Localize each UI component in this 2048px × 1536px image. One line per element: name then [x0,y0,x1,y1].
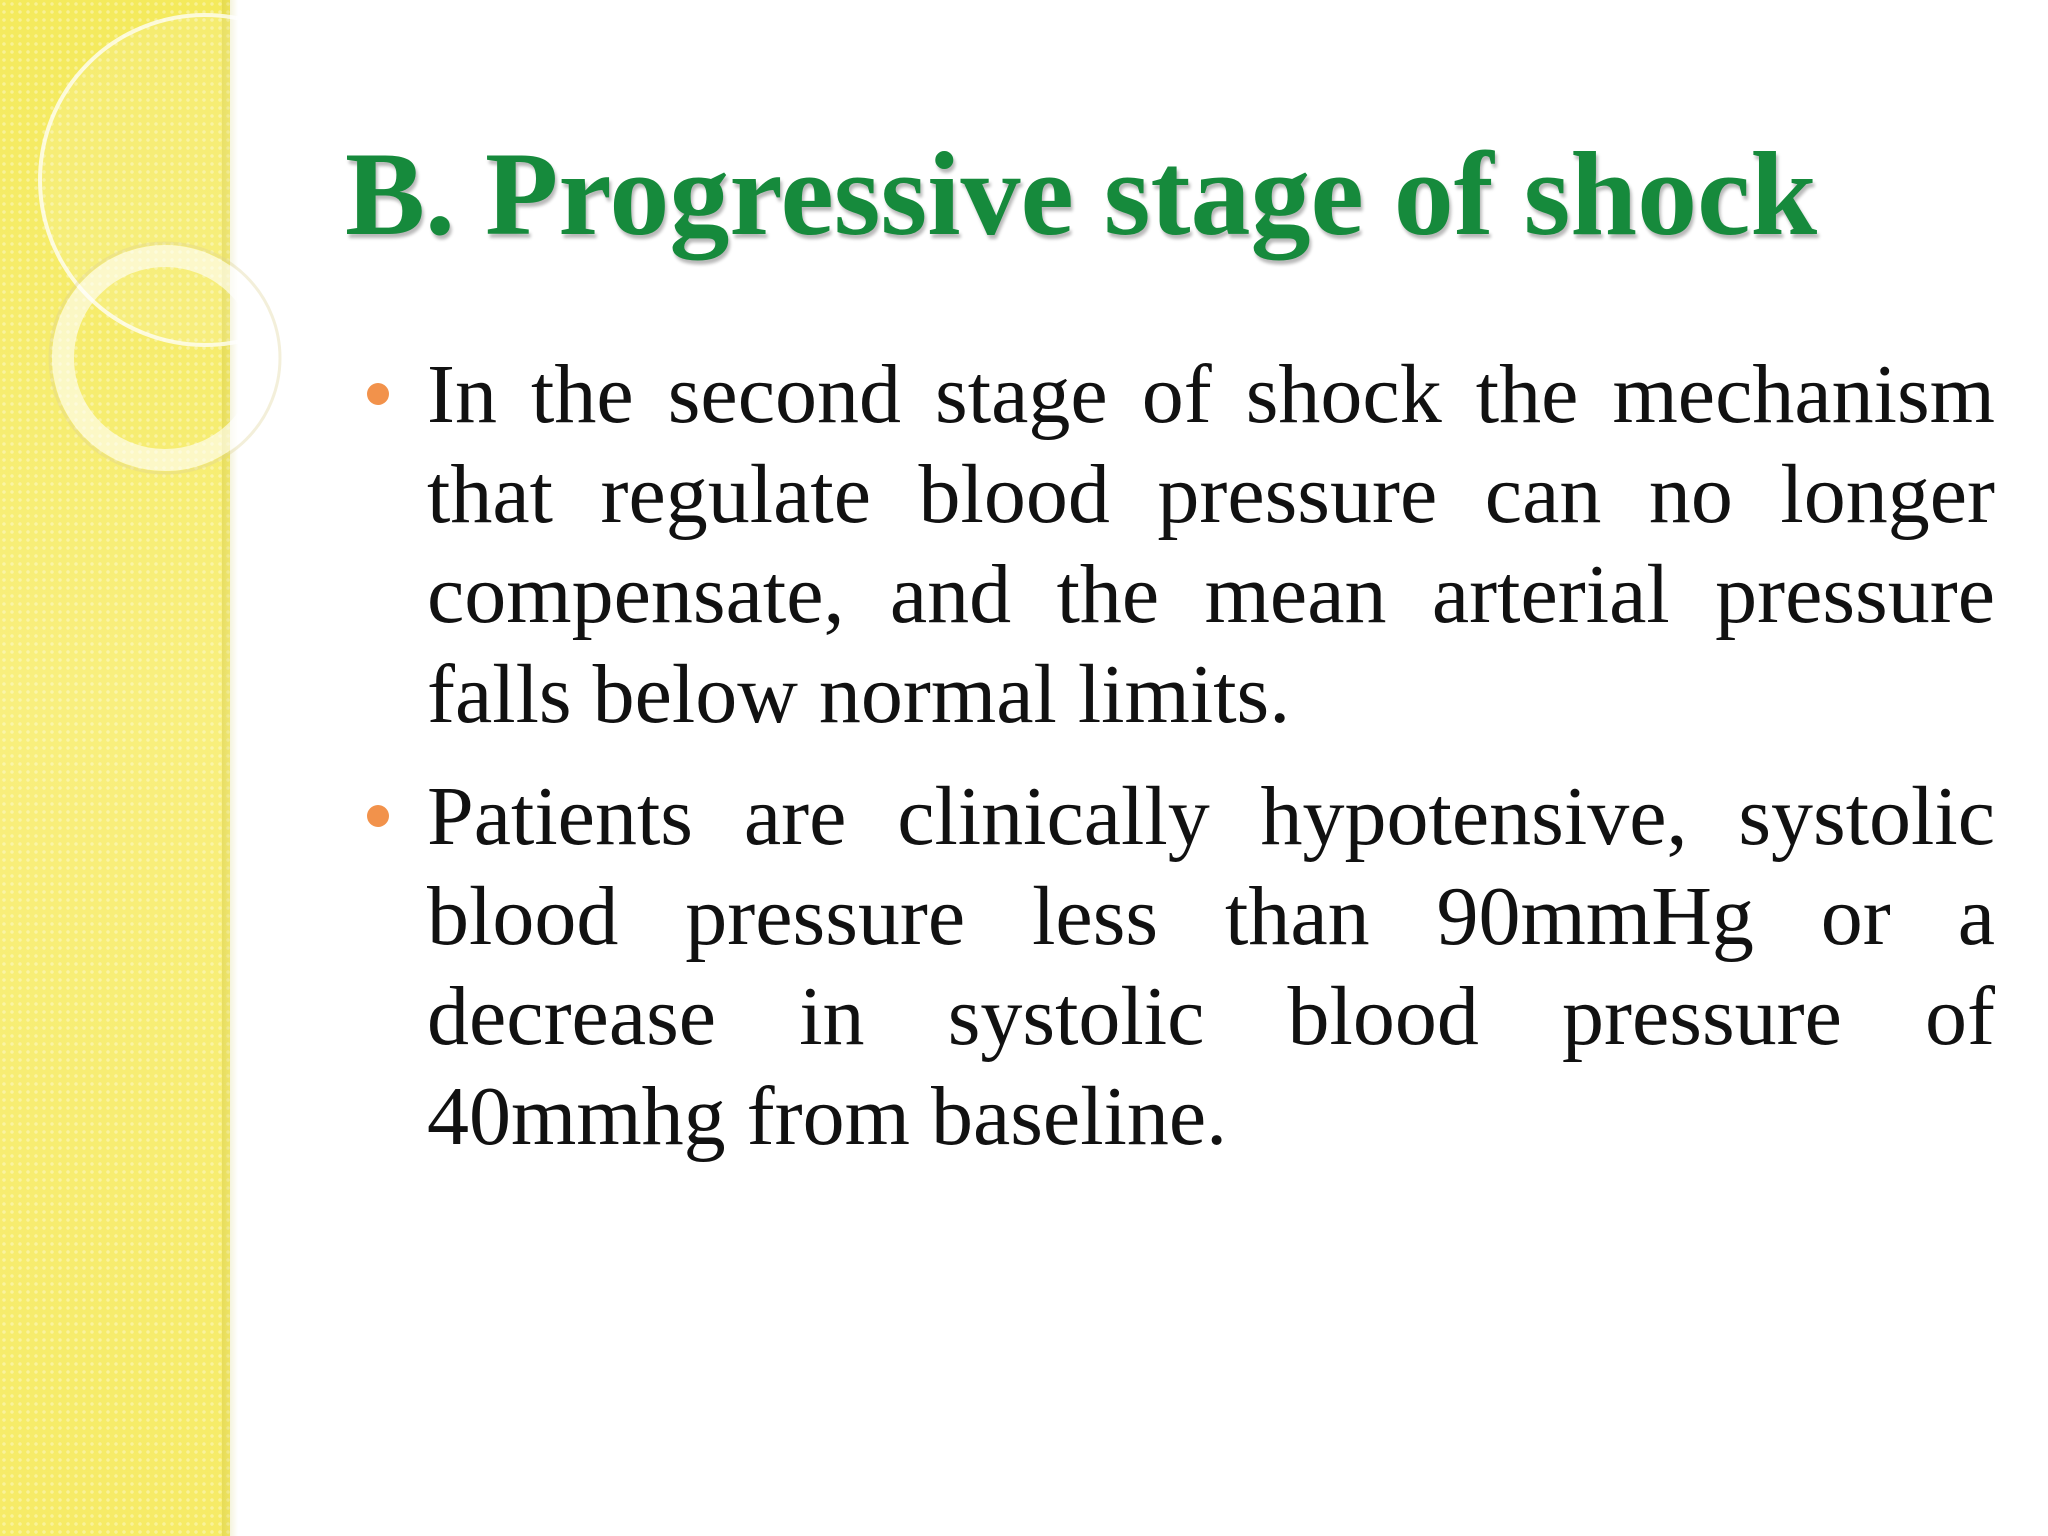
bullet-text: Patients are clinically hypotensive, systolic blood pressure less than 90mmHg or a decrease in systolic blood pressure of 40mmhg from baseline. [427,770,1995,1163]
circle-bullet-icon [367,383,389,405]
bullet-text: In the second stage of shock the mechanism that regulate blood pressure can no longer compensate, and the mean arterial pressure falls below normal limits. [427,348,1995,741]
circle-bullet-icon [367,805,389,827]
bullet-item [355,345,1995,745]
bullet-list [355,345,1995,1189]
slide-title: B. Progressive stage of shock [345,127,1818,260]
bullet-item [355,767,1995,1167]
